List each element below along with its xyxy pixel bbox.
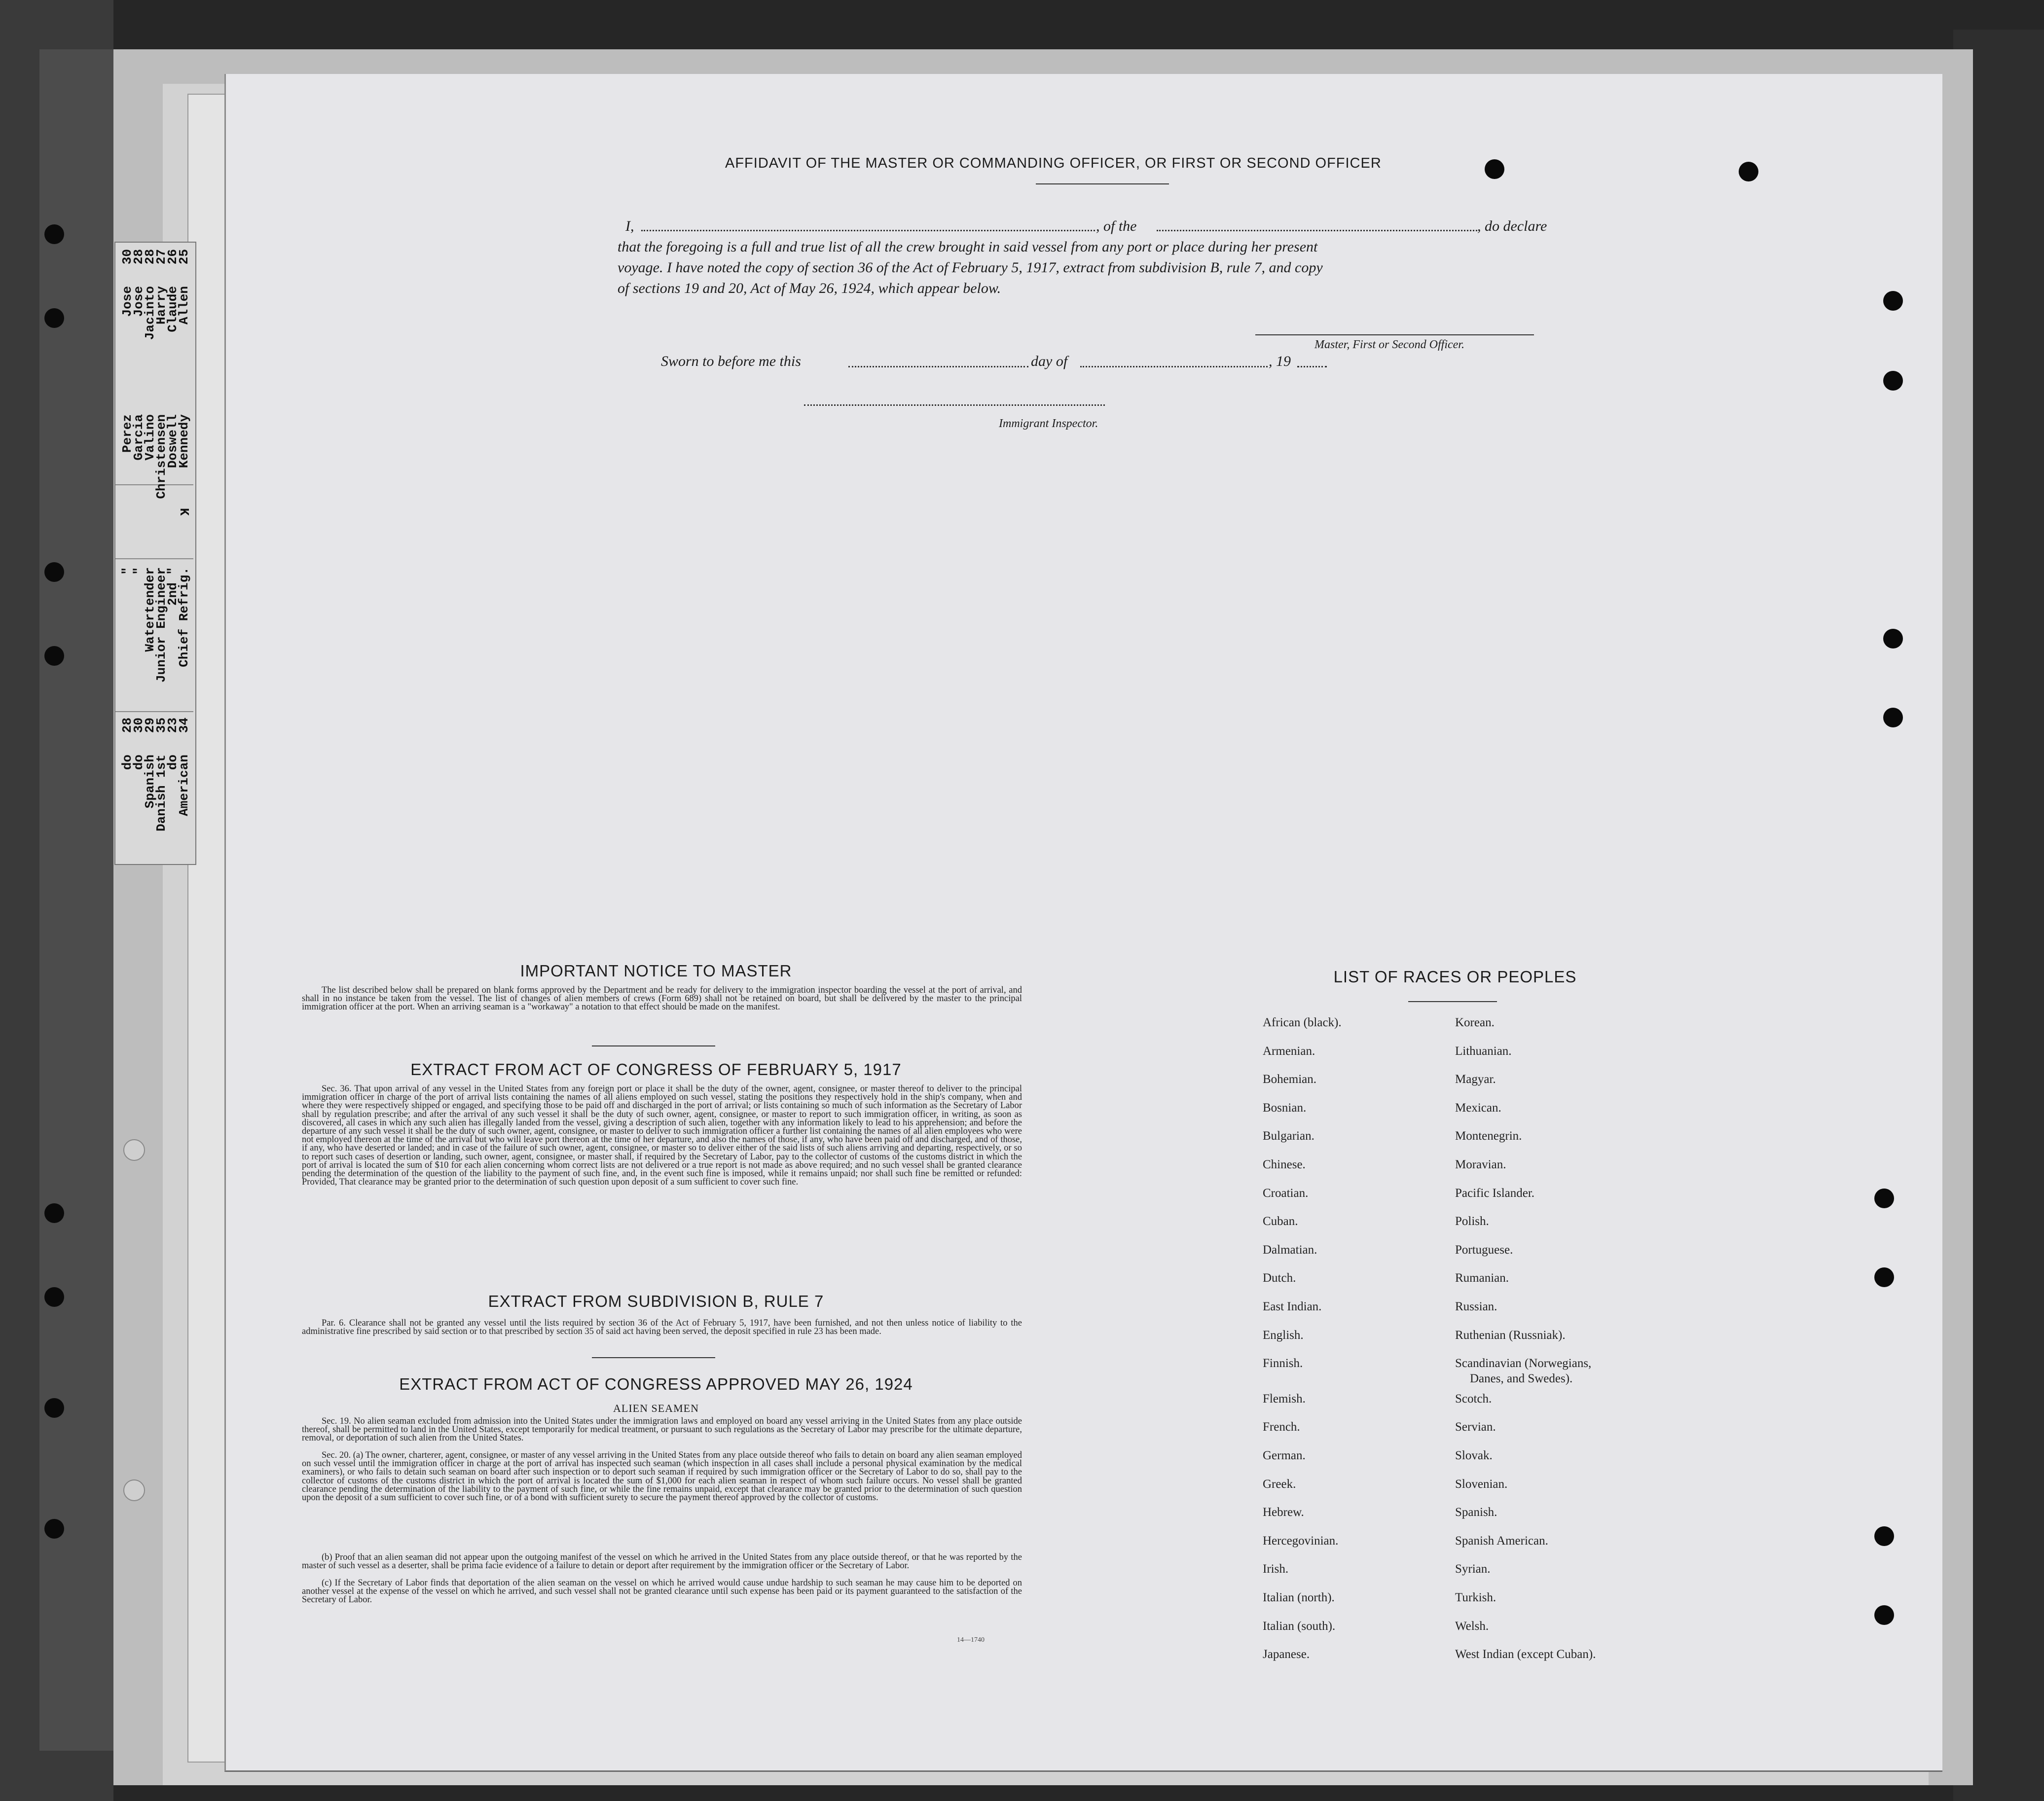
- race-item: Bulgarian.: [1263, 1129, 1314, 1143]
- race-item: French.: [1263, 1420, 1300, 1434]
- stub-nationalities-entry: Danish 1st: [154, 755, 169, 832]
- race-item: Italian (north).: [1263, 1591, 1335, 1604]
- day-of-text: day of: [1031, 353, 1068, 369]
- notice-body: The list described below shall be prepared on blank forms approved by the Department and be ready for delivery to the immigration inspector boarding the vessel at the port of arrival, and shall in no instance be taken from the vessel. The list of changes of alien members of crews (Form 689) shall not be retained on board, but shall be delivered by the master to the principal immigration officer at the port. When an arriving seaman is a "workaway" a notation to that effect should be made on the manifest.: [302, 985, 1022, 1012]
- sworn-month-blank: [1080, 366, 1268, 367]
- stub-first_names-entry: Harry: [154, 286, 169, 325]
- affidavit-form-page: [224, 74, 1942, 1772]
- race-item: Mexican.: [1455, 1101, 1501, 1115]
- stub-ages-entry: 34: [177, 718, 191, 733]
- sworn-day-blank: [848, 366, 1028, 367]
- race-item: Japanese.: [1263, 1648, 1310, 1661]
- rule-7-body: Par. 6. Clearance shall not be granted any vessel until the lists required by section 36 of the Act of February 5, 1917, have been furnished, and not then unless notice of liability to the administrative fine prescribed by said section or to that prescribed by section 35 of said act having been served, the deposit specified in rule 23 has been made.: [302, 1318, 1022, 1337]
- year-text: , 19: [1269, 353, 1291, 369]
- race-item: Hercegovinian.: [1263, 1534, 1339, 1548]
- race-item: Greek.: [1263, 1477, 1296, 1491]
- affidavit-line-4: of sections 19 and 20, Act of May 26, 1924, which appear below.: [618, 280, 1001, 296]
- stub-first_names-entry: Jose: [131, 286, 146, 317]
- stub-surnames-entry: Valino: [143, 414, 157, 461]
- race-item: Pacific Islander.: [1455, 1186, 1535, 1200]
- binder-hole: [44, 1203, 64, 1223]
- race-item: Ruthenian (Russniak).: [1455, 1328, 1566, 1342]
- race-item: Slovak.: [1455, 1449, 1493, 1462]
- binder-hole: [44, 1287, 64, 1307]
- binder-strip: [39, 49, 113, 1751]
- punch-hole: [1874, 1526, 1894, 1546]
- race-item: Armenian.: [1263, 1044, 1315, 1058]
- stub-ages-entry: 29: [143, 718, 157, 733]
- punch-hole: [1739, 162, 1758, 181]
- stub-positions-entry: 2nd ": [165, 567, 180, 606]
- race-item: English.: [1263, 1328, 1304, 1342]
- race-item: Korean.: [1455, 1016, 1495, 1029]
- punch-hole: [1874, 1605, 1894, 1625]
- punch-hole: [1883, 291, 1903, 311]
- section-20b-text: (b) Proof that an alien seaman did not appear upon the outgoing manifest of the vessel on which he arrived in the United States from any place outside thereof, or that he was reported by the master of such vessel as a deserter, shall be prima facie evidence of a failure to detain or deport after requirement by the immigration officer or the Secretary of Labor.: [302, 1552, 1022, 1571]
- title-rule: [1036, 183, 1169, 184]
- stub-first_names-entry: Jacinto: [143, 286, 157, 340]
- stub-numbers-entry: 27: [154, 249, 169, 265]
- race-item: Servian.: [1455, 1420, 1496, 1434]
- stub-surnames-entry: Doswell: [165, 414, 180, 468]
- stub-nationalities-entry: Spanish: [143, 755, 157, 809]
- sworn-year-blank: [1297, 366, 1327, 367]
- stub-check-mark: K: [177, 508, 191, 516]
- stub-positions-entry: ": [131, 567, 146, 575]
- stub-nationalities-entry: do: [165, 755, 180, 770]
- punch-hole: [1874, 1267, 1894, 1287]
- affidavit-title: AFFIDAVIT OF THE MASTER OR COMMANDING OFFICER, OR FIRST OR SECOND OFFICER: [725, 155, 1382, 171]
- race-item: Bosnian.: [1263, 1101, 1307, 1115]
- binder-hole: [123, 1139, 145, 1161]
- race-item: Lithuanian.: [1455, 1044, 1512, 1058]
- section-19-text: Sec. 19. No alien seaman excluded from admission into the United States under the immigration laws and employed on board any vessel arriving in the United States from any place outside thereof, shall be permitted to land in the United States, except temporarily for medical treatment, or pursuant to such regulations as the Secretary of Labor may prescribe for the ultimate departure, removal, or deportation of such alien from the United States.: [302, 1416, 1022, 1443]
- race-item: Chinese.: [1263, 1158, 1306, 1171]
- form-number: 14—1740: [957, 1636, 985, 1644]
- binder-hole: [44, 1398, 64, 1418]
- race-item: Dutch.: [1263, 1271, 1296, 1285]
- punch-hole: [1883, 708, 1903, 727]
- race-item: Russian.: [1455, 1300, 1497, 1313]
- races-title: LIST OF RACES OR PEOPLES: [1333, 968, 1577, 986]
- notice-title: IMPORTANT NOTICE TO MASTER: [520, 962, 792, 980]
- punch-hole: [1883, 371, 1903, 391]
- stub-first_names-entry: Jose: [120, 286, 135, 317]
- stub-numbers-entry: 26: [165, 249, 180, 265]
- stub-nationalities-entry: American: [177, 755, 191, 816]
- race-item: Magyar.: [1455, 1073, 1496, 1086]
- binder-hole: [44, 1519, 64, 1539]
- affidavit-line-2: that the foregoing is a full and true list of all the crew brought in said vessel from any port or place during her present: [618, 239, 1318, 255]
- race-item: African (black).: [1263, 1016, 1342, 1029]
- race-item: Finnish.: [1263, 1357, 1303, 1370]
- race-item: Croatian.: [1263, 1186, 1309, 1200]
- sworn-text: Sworn to before me this: [661, 353, 801, 369]
- stub-positions-entry: Junior Engineer: [154, 567, 169, 683]
- race-item: Rumanian.: [1455, 1271, 1509, 1285]
- section-20a-text: Sec. 20. (a) The owner, charterer, agent, consignee, or master of any vessel arriving in the United States from any place outside thereof who fails to detain on board any alien seaman employed on such vessel until the immigration officer in charge at the port of arrival has inspected such seaman (which inspection in all cases shall include a personal physical examination by the medical examiners), or who fails to detain such seaman on board after such inspection or to deport such seaman if required by such immigration officer or the Secretary of Labor to do so, shall pay to the collector of customs of the customs district in which the port of arrival is located the sum of $1,000 for each alien seaman in respect of whom such failure occurs. No vessel shall be granted clearance pending the determination of the liability to the payment of such fine, or while the fine remains unpaid, except that clearance may be granted prior to the determination of such question upon the deposit of a sum sufficient to cover such fine, or of a bond with sufficient surety to secure the payment thereof approved by the collector of customs.: [302, 1450, 1022, 1503]
- stub-first_names-entry: Claude: [165, 286, 180, 332]
- binder-hole: [44, 646, 64, 666]
- name-blank: [641, 230, 1095, 231]
- binder-hole: [44, 224, 64, 244]
- race-item: Syrian.: [1455, 1562, 1491, 1576]
- race-item: East Indian.: [1263, 1300, 1322, 1313]
- stub-first_names-entry: Allen: [177, 286, 191, 325]
- binder-hole: [44, 562, 64, 582]
- stub-nationalities-entry: do: [131, 755, 146, 770]
- affidavit-of-the: , of the: [1096, 218, 1137, 234]
- binder-hole: [44, 308, 64, 328]
- stub-ages-entry: 30: [131, 718, 146, 733]
- stub-numbers-entry: 30: [120, 249, 135, 265]
- stub-surnames-entry: Kennedy: [177, 414, 191, 468]
- stub-nationalities-entry: do: [120, 755, 135, 770]
- master-signature-line: [1255, 334, 1534, 335]
- race-item: Flemish.: [1263, 1392, 1306, 1405]
- binder-hole: [123, 1479, 145, 1501]
- inspector-signature-line: [804, 404, 1105, 406]
- punch-hole: [1883, 629, 1903, 648]
- stub-divider: [115, 711, 193, 712]
- race-item: West Indian (except Cuban).: [1455, 1648, 1596, 1661]
- section-divider: [592, 1045, 715, 1046]
- race-item: Montenegrin.: [1455, 1129, 1522, 1143]
- section-divider: [592, 1357, 715, 1358]
- stub-surnames-entry: Perez: [120, 414, 135, 453]
- inspector-label: Immigrant Inspector.: [999, 417, 1098, 430]
- race-item: Welsh.: [1455, 1619, 1489, 1633]
- race-item: Bohemian.: [1263, 1073, 1317, 1086]
- rule-7-title: EXTRACT FROM SUBDIVISION B, RULE 7: [488, 1292, 824, 1310]
- race-item: German.: [1263, 1449, 1306, 1462]
- race-item: Spanish American.: [1455, 1534, 1548, 1548]
- extract-1924-title: EXTRACT FROM ACT OF CONGRESS APPROVED MAY 26, 1924: [399, 1375, 913, 1393]
- extract-1917-title: EXTRACT FROM ACT OF CONGRESS OF FEBRUARY 5, 1917: [410, 1060, 902, 1079]
- stub-numbers-entry: 28: [143, 249, 157, 265]
- vessel-blank: [1157, 230, 1477, 231]
- race-item: Dalmatian.: [1263, 1243, 1317, 1257]
- race-item: Moravian.: [1455, 1158, 1506, 1171]
- stub-divider: [115, 558, 193, 559]
- race-item: Danes, and Swedes).: [1470, 1372, 1573, 1385]
- punch-hole: [1874, 1189, 1894, 1208]
- affidavit-declare: , do declare: [1477, 218, 1547, 234]
- races-title-rule: [1408, 1001, 1497, 1002]
- stub-numbers-entry: 28: [131, 249, 146, 265]
- race-item: Scotch.: [1455, 1392, 1492, 1405]
- stub-numbers-entry: 25: [177, 249, 191, 265]
- race-item: Irish.: [1263, 1562, 1289, 1576]
- race-item: Polish.: [1455, 1215, 1489, 1228]
- section-20c-text: (c) If the Secretary of Labor finds that deportation of the alien seaman on the vessel on which he arrived would cause undue hardship to such seaman he may cause him to be deported on another vessel at the expense of the vessel on which he arrived, and such vessel shall not be granted clearance until such expense has been paid or its payment guaranteed to the satisfaction of the Secretary of Labor.: [302, 1578, 1022, 1605]
- race-item: Portuguese.: [1455, 1243, 1513, 1257]
- race-item: Italian (south).: [1263, 1619, 1336, 1633]
- race-item: Slovenian.: [1455, 1477, 1508, 1491]
- race-item: Scandinavian (Norwegians,: [1455, 1357, 1592, 1370]
- stub-positions-entry: Watertender: [143, 567, 157, 652]
- stub-surnames-entry: Christensen: [154, 414, 169, 499]
- affidavit-i: I,: [625, 218, 634, 234]
- race-item: Turkish.: [1455, 1591, 1496, 1604]
- stub-positions-entry: ": [120, 567, 135, 575]
- stub-positions-entry: Chief Refrig.: [177, 567, 191, 667]
- stub-ages-entry: 28: [120, 718, 135, 733]
- alien-seamen-subtitle: ALIEN SEAMEN: [613, 1402, 699, 1414]
- stub-surnames-entry: Garcia: [131, 414, 146, 461]
- stub-ages-entry: 35: [154, 718, 169, 733]
- extract-1917-body: Sec. 36. That upon arrival of any vessel in the United States from any foreign port or place it shall be the duty of the owner, agent, consignee, or master thereof to deliver to the principal immigration officer in charge of the port of arrival lists containing the names of all aliens employed on such vessel, stating the positions they respectively hold in the ship's company, when and where they were respectively shipped or engaged, and specifying those to be paid off and discharged in the port of arrival; or lists containing so much of such information as the Secretary of Labor shall by regulation prescribe; and after the arrival of any such vessel it shall be the duty of such owner, agent, consignee, or master to report to such immigration officer, in writing, as soon as discovered, all cases in which any such alien has illegally landed from the vessel, giving a description of such alien, together with any information likely to lead to his apprehension; and before the departure of any such vessel it shall be the duty of such owner, agent, consignee, or master to deliver to such immigration officer a further list containing the names of all alien employees who were not employed thereon at the time of the arrival but who will leave port thereon at the time of her departure, and also the names of those, if any, who have been paid off and discharged, and of those, if any, who have deserted or landed; and in case of the failure of such owner, agent, consignee, or master so to deliver either of the said lists of such aliens arriving and departing, respectively, or so to report such cases of desertion or landing, such owner, agent, consignee, or master shall, if required by the Secretary of Labor, pay to the collector of customs of the customs district in which the port of arrival is located the sum of $10 for each alien concerning whom correct lists are not delivered or a true report is not made as above required; and no such vessel shall be granted clearance pending the determination of the question of the liability to the payment of such fine, and, in the event such fine is imposed, while it remains unpaid; nor shall such fine be remitted or refunded: Provided, That clearance may be granted prior to the determination of such question upon deposit of a sum sufficient to cover such fine.: [302, 1084, 1022, 1188]
- affidavit-line-3: voyage. I have noted the copy of section 36 of the Act of February 5, 1917, extract from subdivision B, rule 7, and copy: [618, 259, 1323, 276]
- stub-ages-entry: 23: [165, 718, 180, 733]
- race-item: Spanish.: [1455, 1506, 1497, 1519]
- race-item: Hebrew.: [1263, 1506, 1304, 1519]
- race-item: Cuban.: [1263, 1215, 1298, 1228]
- master-signature-label: Master, First or Second Officer.: [1314, 338, 1464, 351]
